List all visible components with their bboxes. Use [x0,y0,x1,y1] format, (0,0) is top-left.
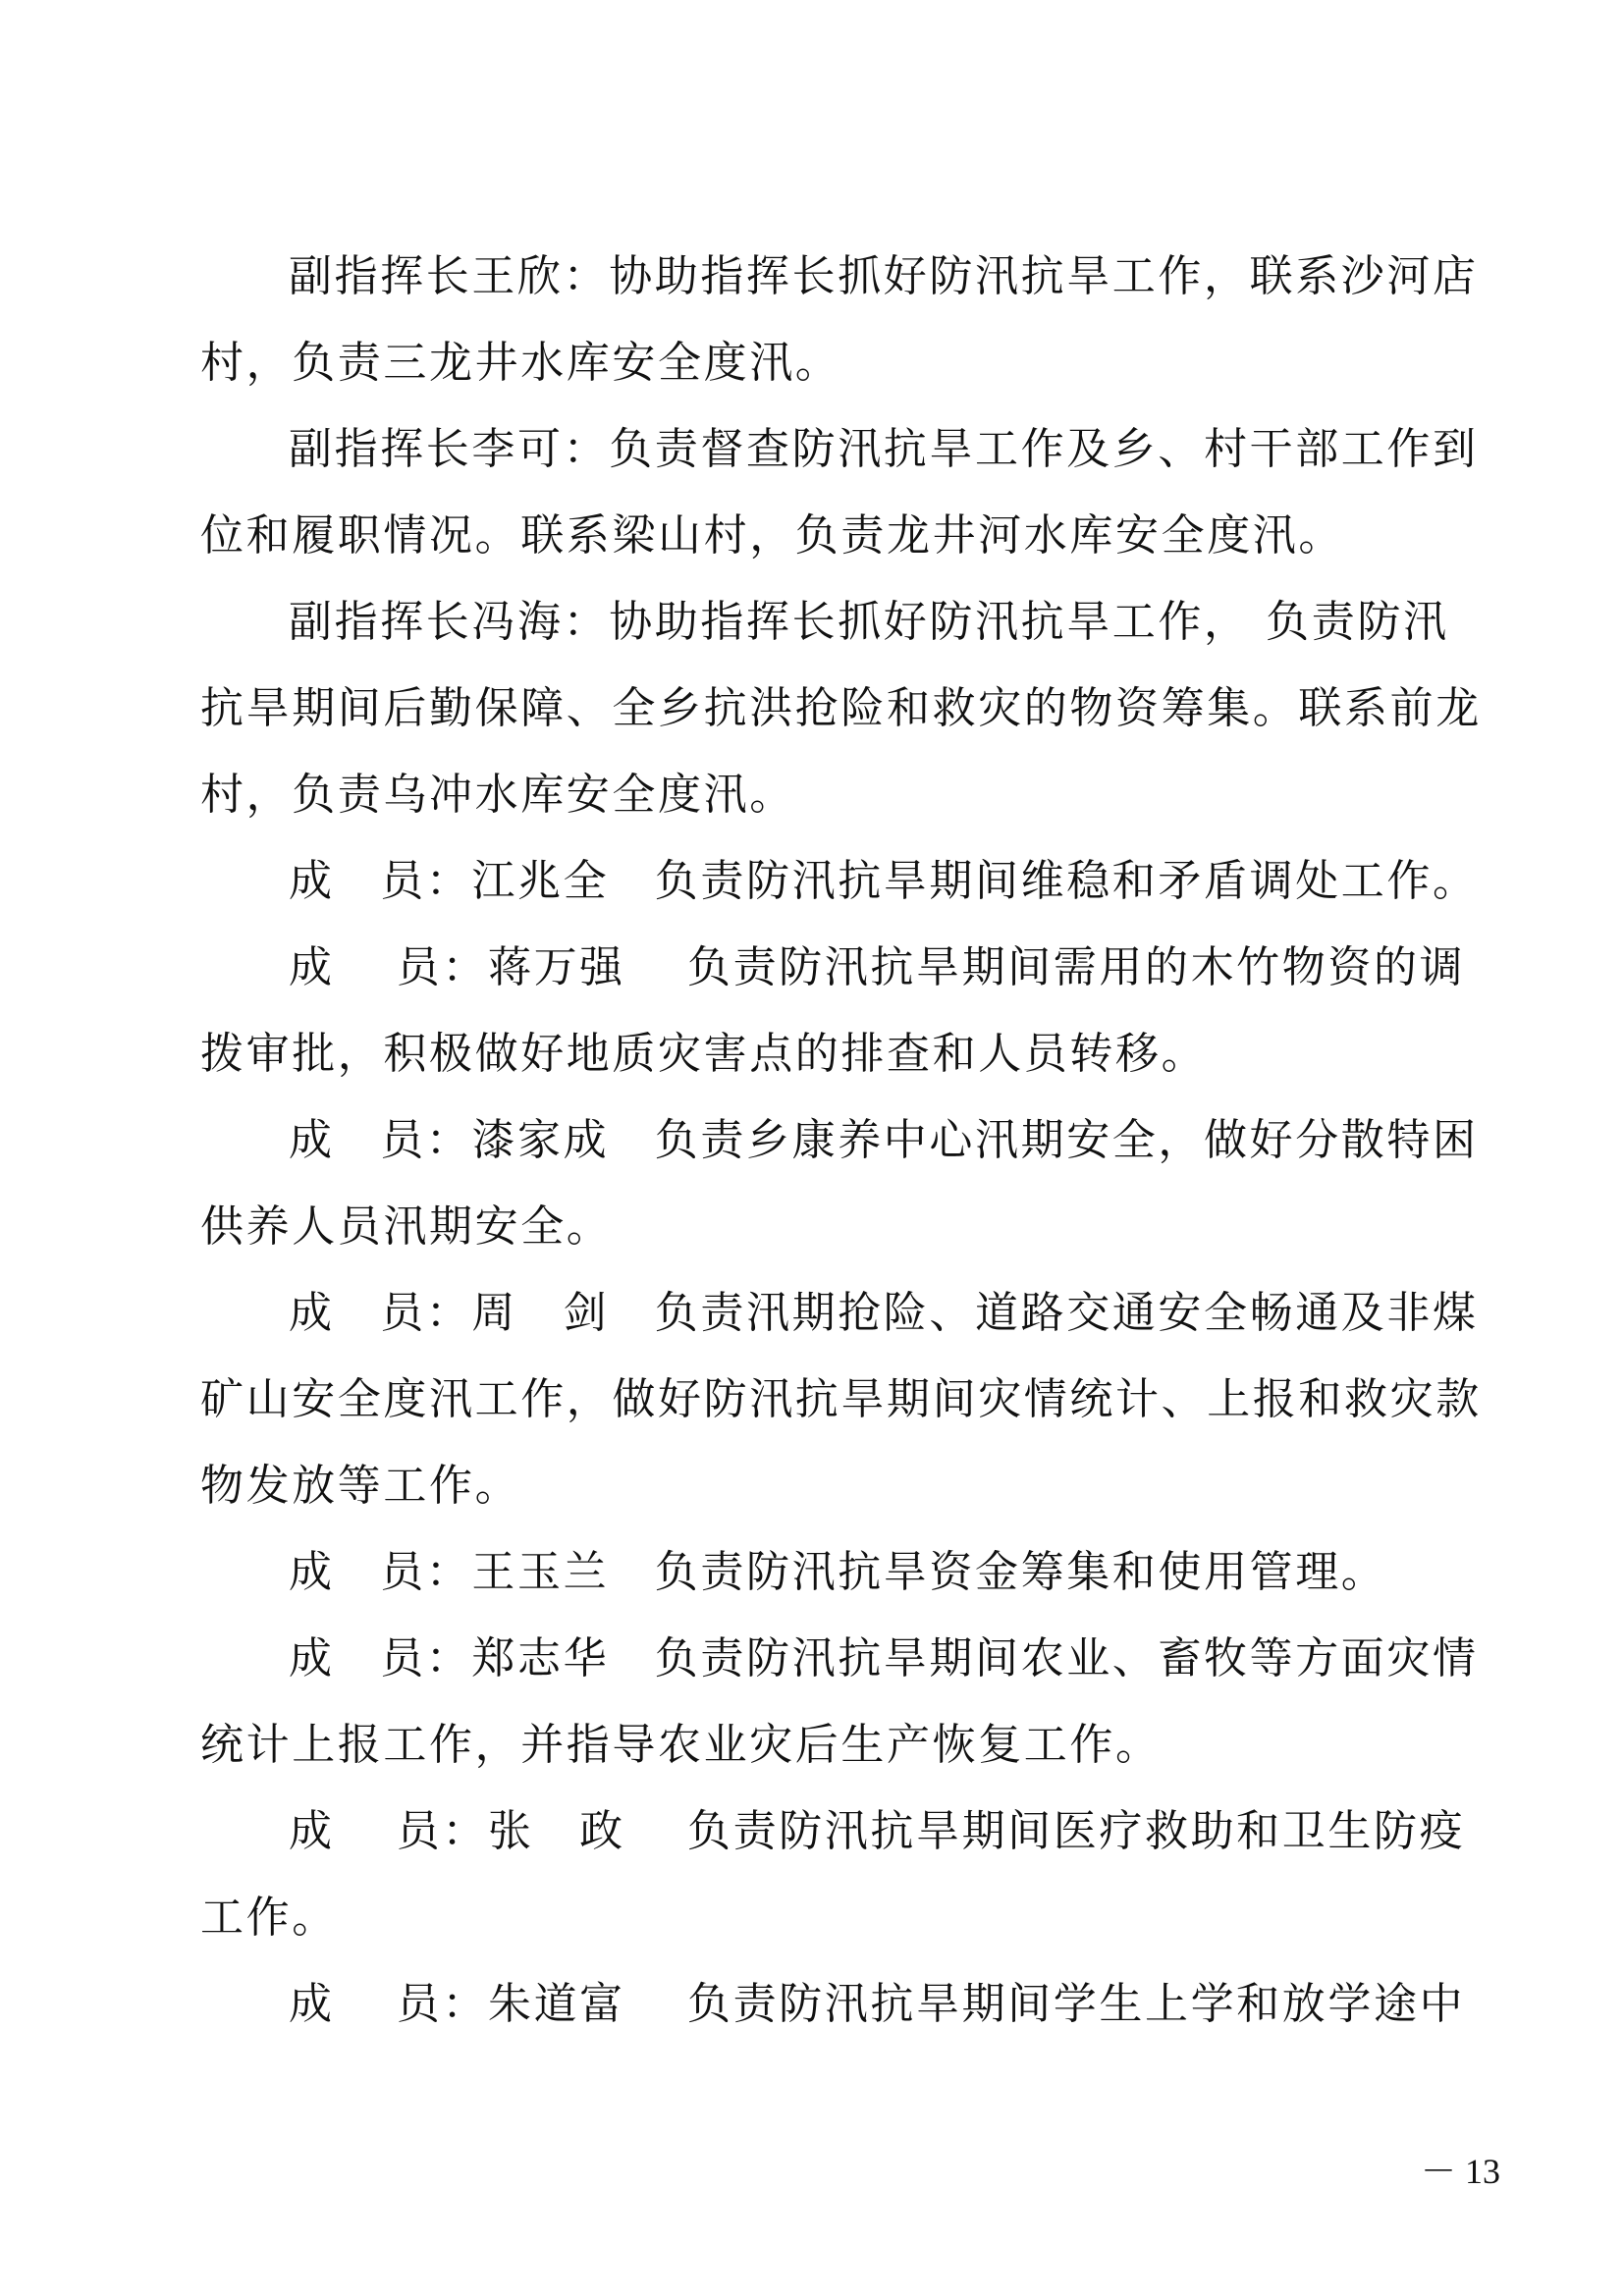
paragraph-line: 拨审批，积极做好地质灾害点的排查和人员转移。 [200,1029,1208,1079]
paragraph-line: 成 员：漆家成 负责乡康养中心汛期安全，做好分散特困 [289,1115,1479,1165]
paragraph-line: 物发放等工作。 [200,1461,521,1511]
paragraph-line: 成 员：朱道富 负责防汛抗旱期间学生上学和放学途中 [289,1979,1466,2029]
paragraph-line: 位和履职情况。联系梁山村，负责龙井河水库安全度汛。 [200,510,1344,561]
paragraph-line: 成 员：蒋万强 负责防汛抗旱期间需用的木竹物资的调 [289,942,1466,992]
paragraph-line: 村，负责乌冲水库安全度汛。 [200,770,795,820]
page-number: － 13 [1420,2152,1500,2191]
paragraph-line: 副指挥长李可：负责督查防汛抗旱工作及乡、村干部工作到 [289,424,1479,474]
paragraph-line: 成 员：郑志华 负责防汛抗旱期间农业、畜牧等方面灾情 [289,1633,1479,1683]
paragraph-line: 供养人员汛期安全。 [200,1201,613,1252]
paragraph-line: 成 员：江兆全 负责防汛抗旱期间维稳和矛盾调处工作。 [289,856,1479,906]
paragraph-line: 矿山安全度汛工作，做好防汛抗旱期间灾情统计、上报和救灾款 [200,1374,1482,1424]
paragraph-line: 工作。 [200,1893,338,1943]
paragraph-line: 成 员：王玉兰 负责防汛抗旱资金筹集和使用管理。 [289,1547,1387,1597]
paragraph-line: 抗旱期间后勤保障、全乡抗洪抢险和救灾的物资筹集。联系前龙 [200,683,1482,733]
paragraph-line: 副指挥长王欣：协助指挥长抓好防汛抗旱工作，联系沙河店 [289,251,1479,301]
paragraph-line: 副指挥长冯海：协助指挥长抓好防汛抗旱工作， 负责防汛 [289,597,1449,647]
paragraph-line: 成 员：张 政 负责防汛抗旱期间医疗救助和卫生防疫 [289,1806,1466,1856]
paragraph-line: 成 员：周 剑 负责汛期抢险、道路交通安全畅通及非煤 [289,1288,1479,1338]
paragraph-line: 统计上报工作，并指导农业灾后生产恢复工作。 [200,1720,1162,1770]
paragraph-line: 村，负责三龙井水库安全度汛。 [200,338,841,388]
